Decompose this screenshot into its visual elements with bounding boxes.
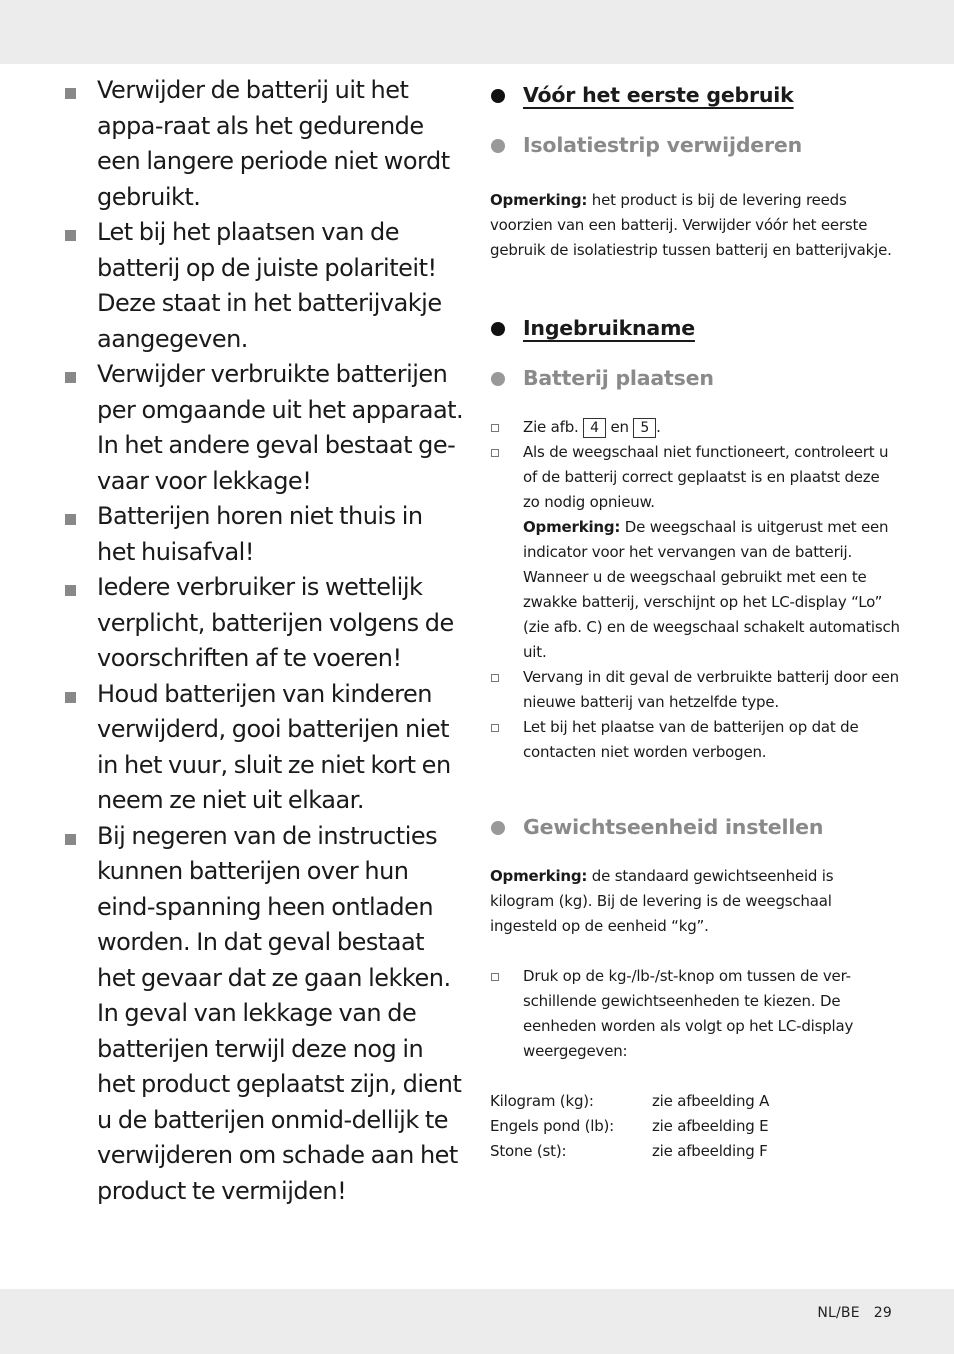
checkbox-bullet-icon — [491, 449, 499, 457]
figure-ref-box: 5 — [633, 418, 656, 438]
black-bullet-icon — [491, 322, 505, 336]
checklist-item: Zie afb. 4 en 5 . — [490, 415, 900, 440]
checklist-item: Vervang in dit geval de verbruikte batterij door een nieuwe batterij van hetzelfde type. — [490, 665, 900, 715]
checklist-item: Let bij het plaatse van de batterijen op dat de contacten niet worden verbogen. — [490, 715, 900, 765]
grey-bullet-icon — [491, 821, 505, 835]
list-item: Verwijder verbruikte batterijen per omgaande uit het apparaat. In het andere geval bestaat ge-vaar voor lekkage! — [62, 357, 466, 499]
checklist-item: Als de weegschaal niet functioneert, controleert u of de batterij correct geplaatst is en plaatst deze zo nodig opnieuw. Opmerking: De weegschaal is uitgerust met een indicator voor het vervangen van de batterij. Wanneer u de weegschaal gebruikt met een te zwakke batterij, verschijnt op het LC-display “Lo” (zie afb. C) en de weegschaal schakelt automatisch uit. — [490, 440, 900, 665]
list-item: Bij negeren van de instructies kunnen batterijen over hun eind-spanning heen ontladen worden. In dat geval bestaat het gevaar dat ze gaan lekken. In geval van lekkage van de batterijen terwijl deze nog in het product geplaatst zijn, dient u de batterijen onmid-dellijk te verwijderen om schade aan het product te vermijden! — [62, 819, 466, 1210]
section-heading-commissioning: Ingebruikname — [490, 313, 900, 343]
table-row: Kilogram (kg): zie afbeelding A — [490, 1092, 770, 1110]
note-paragraph: Opmerking: de standaard gewichtseenheid is kilogram (kg). Bij de levering is de weegschaal ingesteld op de eenheid “kg”. — [490, 867, 834, 935]
checkbox-bullet-icon — [491, 674, 499, 682]
bottom-band — [0, 1289, 954, 1354]
square-bullet-icon — [65, 88, 76, 99]
table-row: Engels pond (lb): zie afbeelding E — [490, 1117, 769, 1135]
figure-ref-box: 4 — [583, 418, 606, 438]
checkbox-bullet-icon — [491, 973, 499, 981]
unit-table — [490, 1089, 900, 1164]
grey-bullet-icon — [491, 139, 505, 153]
right-column — [490, 80, 900, 1164]
list-item: Verwijder de batterij uit het appa-raat als het gedurende een langere periode niet wordt gebruikt. — [62, 73, 466, 215]
list-item: Batterijen horen niet thuis in het huisafval! — [62, 499, 466, 570]
page-footer — [817, 1305, 892, 1321]
square-bullet-icon — [65, 372, 76, 383]
section-heading-first-use: Vóór het eerste gebruik — [490, 80, 900, 110]
list-item: Let bij het plaatsen van de batterij op de juiste polariteit! Deze staat in het batterijvakje aangegeven. — [62, 215, 466, 357]
list-item: Houd batterijen van kinderen verwijderd, gooi batterijen niet in het vuur, sluit ze niet kort en neem ze niet uit elkaar. — [62, 677, 466, 819]
square-bullet-icon — [65, 514, 76, 525]
top-band — [0, 0, 954, 64]
subheading-weight-unit: Gewichtseenheid instellen — [490, 812, 900, 842]
square-bullet-icon — [65, 230, 76, 241]
subheading-remove-strip: Isolatiestrip verwijderen — [490, 130, 900, 160]
black-bullet-icon — [491, 89, 505, 103]
square-bullet-icon — [65, 585, 76, 596]
list-item: Iedere verbruiker is wettelijk verplicht, batterijen volgens de voorschriften af te voeren! — [62, 570, 466, 677]
square-bullet-icon — [65, 692, 76, 703]
table-row: Stone (st): zie afbeelding F — [490, 1142, 768, 1160]
checkbox-bullet-icon — [491, 424, 499, 432]
checkbox-bullet-icon — [491, 724, 499, 732]
square-bullet-icon — [65, 834, 76, 845]
footer-language: NL/BE — [817, 1305, 860, 1321]
left-column — [62, 73, 466, 1209]
checklist-item: Druk op de kg-/lb-/st-knop om tussen de ver-schillende gewichtseenheden te kiezen. De eenheden worden als volgt op het LC-display weergegeven: — [490, 964, 900, 1064]
subheading-insert-battery: Batterij plaatsen — [490, 363, 900, 393]
note-paragraph: Opmerking: het product is bij de levering reeds voorzien van een batterij. Verwijder vóór het eerste gebruik de isolatiestrip tussen batterij en batterijvakje. — [490, 191, 892, 259]
page-number: 29 — [873, 1305, 892, 1321]
grey-bullet-icon — [491, 372, 505, 386]
